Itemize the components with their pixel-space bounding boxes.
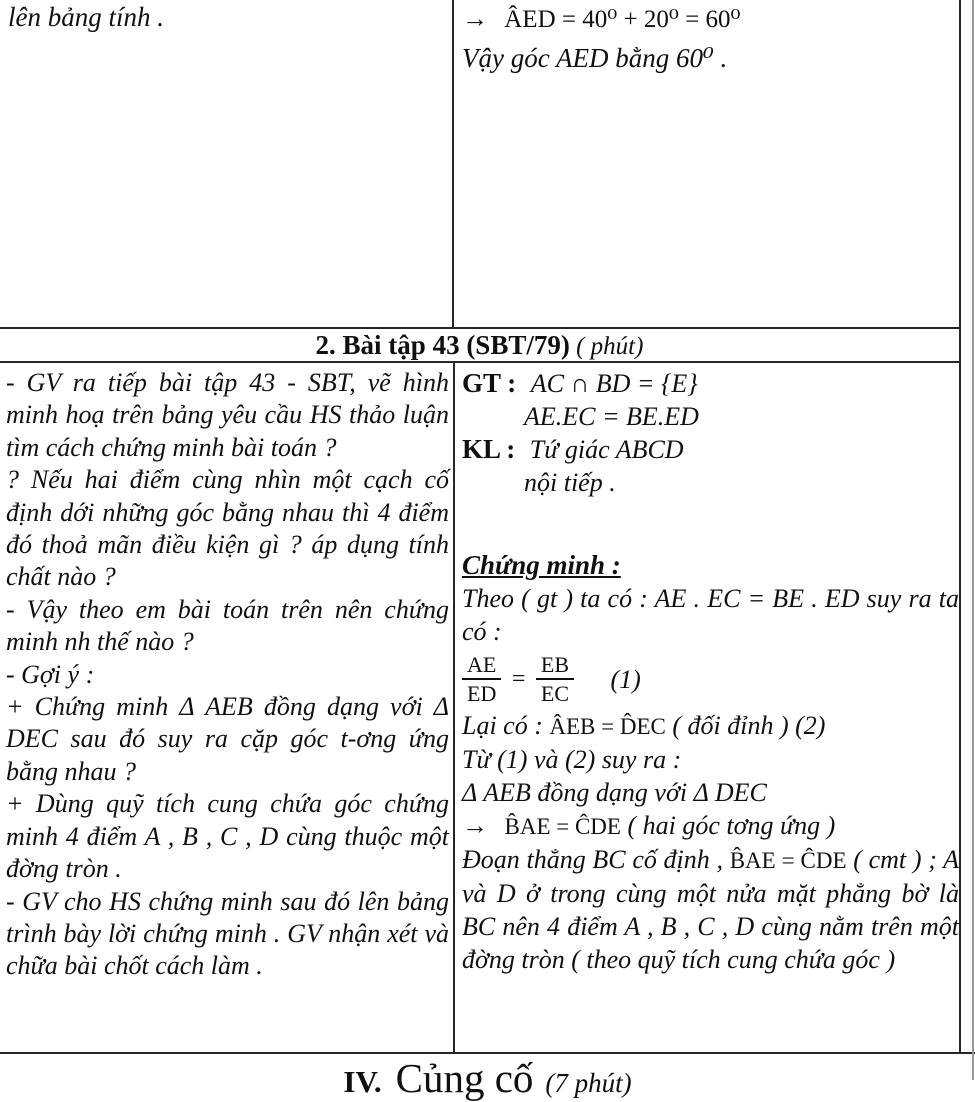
proof-heading: Chứng minh :: [462, 550, 621, 580]
given-row: [462, 367, 959, 400]
teacher-activity-column: [6, 367, 449, 983]
section-duration: ( phút): [569, 333, 644, 360]
gt-label: GT :: [462, 368, 517, 398]
main-row-column-divider: [453, 363, 455, 1052]
fraction-eb-ec: [536, 652, 574, 707]
prev-activity-text: lên bảng tính .: [8, 2, 164, 32]
teacher-paragraph: - Gợi ý :: [6, 659, 95, 689]
angle-aed-symbol: ÂED: [504, 6, 556, 33]
angle-equality-aeb-dec: ÂEB = D̂EC: [549, 713, 666, 739]
kl-value-2: nội tiếp .: [524, 468, 616, 497]
teacher-paragraph: - GV cho HS chứng minh sau đó lên bảng trình bày lời chứng minh . GV nhận xét và chữa bài chốt cách làm .: [6, 886, 449, 981]
next-section-heading: [0, 1054, 975, 1102]
teacher-paragraph: - Vậy theo em bài toán trên nên chứng minh nh thế nào ?: [6, 594, 449, 657]
proof-step-5: [462, 809, 959, 843]
next-section-duration: (7 phút): [545, 1068, 632, 1098]
fraction-denominator: EC: [540, 681, 569, 707]
proof-step-4: Δ AEB đồng dạng với Δ DEC: [462, 777, 767, 807]
equation-label-1: (1): [610, 664, 641, 694]
kl-value: Tứ giác ABCD: [529, 435, 684, 464]
section-title: 2. Bài tập 43 (SBT/79): [315, 330, 570, 360]
fraction-numerator: AE: [462, 652, 501, 680]
step5-suffix: ( hai góc tơng ứng ): [620, 810, 836, 840]
next-section-numeral: IV.: [343, 1064, 382, 1099]
teacher-paragraph: + Dùng quỹ tích cung chứa góc chứng minh 4 điểm A , B , C , D cùng thuộc một đờng tròn .: [6, 789, 449, 884]
kl-label: KL :: [462, 434, 516, 464]
header-row-bottom-border: [0, 361, 961, 363]
proof-step-6: [462, 843, 959, 976]
fraction-numerator: EB: [536, 652, 574, 680]
conclusion-row-2: [462, 466, 959, 499]
angle-sum-equation-line: [462, 2, 954, 37]
section-header-row: [0, 330, 959, 360]
page-edge-line: [972, 0, 974, 1080]
angle-sum-equation: = 40⁰ + 20⁰ = 60⁰: [561, 6, 741, 33]
angle-equality-bae-cde: B̂AE = ĈDE: [729, 847, 847, 873]
proof-intro: Theo ( gt ) ta có : AE . EC = BE . ED suy ra ta có :: [462, 584, 959, 646]
step2-suffix: ( đối đỉnh ) (2): [665, 710, 826, 740]
solution-column: [462, 367, 959, 976]
proof-step-3: Từ (1) và (2) suy ra :: [462, 744, 682, 774]
fraction-ae-ed: [462, 652, 501, 707]
proof-heading-row: [462, 549, 959, 582]
ratio-equation-row: [462, 652, 959, 707]
top-row-column-divider: [452, 0, 454, 327]
gt-value: AC ∩ BD = {E}: [530, 369, 698, 398]
teacher-paragraph: - GV ra tiếp bài tập 43 - SBT, vẽ hình minh hoạ trên bảng yêu cầu HS thảo luận tìm cách chứng minh bài toán ?: [6, 368, 449, 462]
angle-equality-bae-cde: B̂AE = ĈDE: [504, 813, 621, 839]
teacher-paragraph: ? Nếu hai điểm cùng nhìn một cạch cố định dới những góc bằng nhau thì 4 điểm đó thoả mãn điều kiện gì ? áp dụng tính chất nào ?: [6, 465, 449, 592]
implies-arrow-icon: →: [462, 810, 495, 840]
angle-conclusion-line: Vậy góc AED bằng 60⁰ .: [462, 43, 728, 73]
step6-prefix: Đoạn thẳng BC cố định ,: [462, 844, 730, 874]
step2-prefix: Lại có :: [462, 710, 550, 740]
fraction-denominator: ED: [467, 681, 497, 707]
proof-step-2: [462, 709, 959, 743]
implies-arrow-icon: →: [462, 4, 488, 33]
given-row-2: [462, 400, 959, 433]
gt-value-2: AE.EC = BE.ED: [524, 402, 699, 431]
prev-activity-left-cell: [8, 0, 443, 34]
header-row-top-border: [0, 327, 961, 329]
prev-activity-right-cell: [462, 2, 954, 75]
step6-suffix: ( cmt ) ; A và D ở trong cùng một nửa mặt phẳng bờ là BC nên 4 điểm A , B , C , D cùng nằm trên một đờng tròn ( theo quỹ tích cung chứa góc ): [462, 844, 959, 974]
next-section-title: Củng cố: [395, 1055, 534, 1101]
conclusion-row: [462, 433, 959, 466]
equals-sign: =: [511, 665, 526, 692]
teacher-paragraph: + Chứng minh Δ AEB đồng dạng với Δ DEC sau đó suy ra cặp góc t-ơng ứng bằng nhau ?: [6, 692, 449, 786]
table-right-border: [959, 0, 961, 1054]
